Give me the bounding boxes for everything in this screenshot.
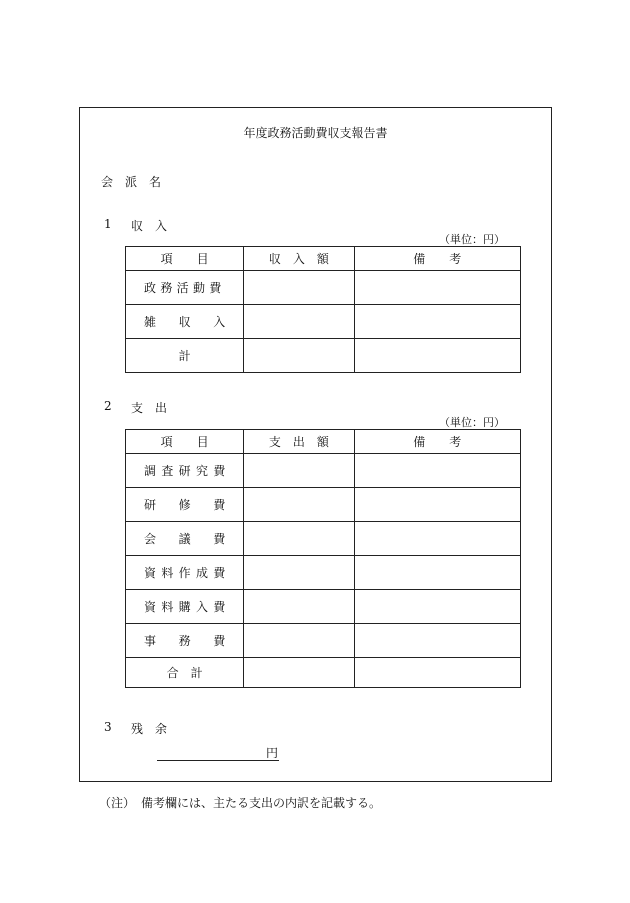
expense-row-label: 資料購入費 (126, 590, 244, 624)
income-total-label: 計 (126, 339, 244, 373)
balance-heading: 残 余 (131, 722, 168, 736)
income-header-row (126, 247, 521, 271)
income-amount-cell[interactable] (244, 271, 354, 305)
income-heading: 収 入 (131, 219, 168, 233)
table-row (126, 590, 521, 624)
table-row (126, 305, 521, 339)
income-col-remarks: 備 考 (354, 247, 520, 271)
expense-amount-cell[interactable] (244, 556, 354, 590)
expense-table (125, 429, 521, 688)
expense-remarks-cell[interactable] (354, 556, 520, 590)
expense-amount-cell[interactable] (244, 454, 354, 488)
expense-remarks-cell[interactable] (354, 624, 520, 658)
income-remarks-cell[interactable] (354, 305, 520, 339)
expense-amount-cell[interactable] (244, 624, 354, 658)
table-row (126, 624, 521, 658)
expense-remarks-cell[interactable] (354, 454, 520, 488)
income-remarks-cell[interactable] (354, 339, 520, 373)
expense-amount-cell[interactable] (244, 658, 354, 688)
expense-remarks-cell[interactable] (354, 522, 520, 556)
expense-row-label: 会 議 費 (126, 522, 244, 556)
expense-heading: 支 出 (131, 401, 168, 415)
income-unit: （単位：円） (439, 233, 505, 246)
expense-remarks-cell[interactable] (354, 590, 520, 624)
expense-row-label: 調査研究費 (126, 454, 244, 488)
table-row (126, 488, 521, 522)
table-row (126, 658, 521, 688)
expense-amount-cell[interactable] (244, 488, 354, 522)
footnote: （注） 備考欄には、主たる支出の内訳を記載する。 (99, 796, 382, 810)
income-remarks-cell[interactable] (354, 271, 520, 305)
expense-col-amount: 支 出 額 (244, 430, 354, 454)
table-row (126, 339, 521, 373)
expense-row-label: 資料作成費 (126, 556, 244, 590)
income-col-item: 項 目 (126, 247, 244, 271)
expense-col-item: 項 目 (126, 430, 244, 454)
income-row-label: 政務活動費 (126, 271, 244, 305)
income-amount-cell[interactable] (244, 305, 354, 339)
expense-amount-cell[interactable] (244, 590, 354, 624)
expense-col-remarks: 備 考 (354, 430, 520, 454)
table-row (126, 522, 521, 556)
expense-row-label: 事 務 費 (126, 624, 244, 658)
expense-total-label: 合 計 (126, 658, 244, 688)
income-row-label: 雑 収 入 (126, 305, 244, 339)
income-table (125, 246, 521, 373)
form-title: 年度政務活動費収支報告書 (243, 126, 388, 140)
expense-heading-number: 2 (104, 399, 112, 413)
balance-heading-number: 3 (104, 720, 112, 734)
income-heading-number: 1 (104, 217, 112, 231)
income-amount-cell[interactable] (244, 339, 354, 373)
balance-currency: 円 (266, 746, 279, 760)
faction-name-label: 会 派 名 (101, 175, 162, 189)
table-row (126, 454, 521, 488)
expense-remarks-cell[interactable] (354, 488, 520, 522)
expense-amount-cell[interactable] (244, 522, 354, 556)
income-col-amount: 収 入 額 (244, 247, 354, 271)
balance-amount-line[interactable] (157, 760, 279, 761)
table-row (126, 556, 521, 590)
expense-remarks-cell[interactable] (354, 658, 520, 688)
table-row (126, 271, 521, 305)
expense-header-row (126, 430, 521, 454)
expense-row-label: 研 修 費 (126, 488, 244, 522)
expense-unit: （単位：円） (439, 416, 505, 429)
